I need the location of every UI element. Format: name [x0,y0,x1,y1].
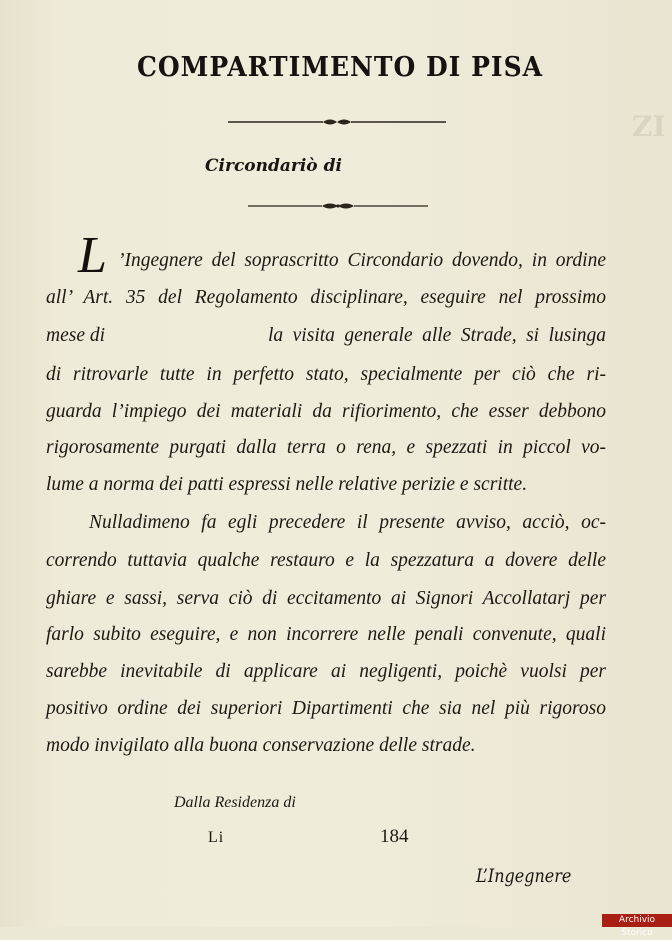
engineer-signature: L’Ingegnere [476,864,572,887]
page-title: COMPARTIMENTO DI PISA [136,50,544,83]
residenza-line: Dalla Residenza di [174,794,296,811]
paragraph2-line7: modo invigilato alla buona conservazione delle strade. [46,735,476,756]
show-through-ghost-mark: ZI [632,110,666,143]
paragraph1-line6: rigorosamente purgati dalla terra o rena, e spezzati in piccol vo- [46,437,606,458]
ornamental-rule-top [228,116,446,128]
paragraph1-line5: guarda l’impiego dei materiali da rifiorimento, che esser debbono [46,401,606,422]
paragraph1-line3-start: mese di [46,325,106,346]
ornamental-rule-bottom [248,200,428,212]
drop-cap-letter: L [78,227,107,284]
paragraph1-line7: lume a norma dei patti espressi nelle relative perizie e scritte. [46,474,528,495]
paragraph2-line4: farlo subito eseguire, e non incorrere nelle penali convenute, quali [46,624,606,645]
date-prefix: Li [208,829,225,846]
year-prefix: 184 [380,826,409,847]
paragraph2-line3: ghiare e sassi, serva ciò di eccitamento ai Signori Accollatarj per [46,588,606,609]
paragraph1-line2: all’ Art. 35 del Regolamento disciplinare, eseguire nel prossimo [46,287,606,308]
paragraph1-line1: ’Ingegnere del soprascritto Circondario dovendo, in ordine [118,250,606,271]
circondario-heading: Circondariò di [205,156,342,176]
paragraph2-line1: Nulladimeno fa egli precedere il presente avviso, acciò, oc- [89,512,606,533]
archive-watermark-badge: Archivio Storico [602,914,672,927]
paragraph2-line6: positivo ordine dei superiori Dipartimenti che sia nel più rigoroso [46,698,606,719]
paragraph1-line3-end: la visita generale alle Strade, si lusinga [268,325,606,346]
paragraph2-line2: correndo tuttavia qualche restauro e la spezzatura a dovere delle [46,550,606,571]
paragraph2-line5: sarebbe inevitabile di applicare ai negligenti, poichè vuolsi per [46,661,606,682]
paragraph1-line4: di ritrovarle tutte in perfetto stato, specialmente per ciò che ri- [46,364,606,385]
